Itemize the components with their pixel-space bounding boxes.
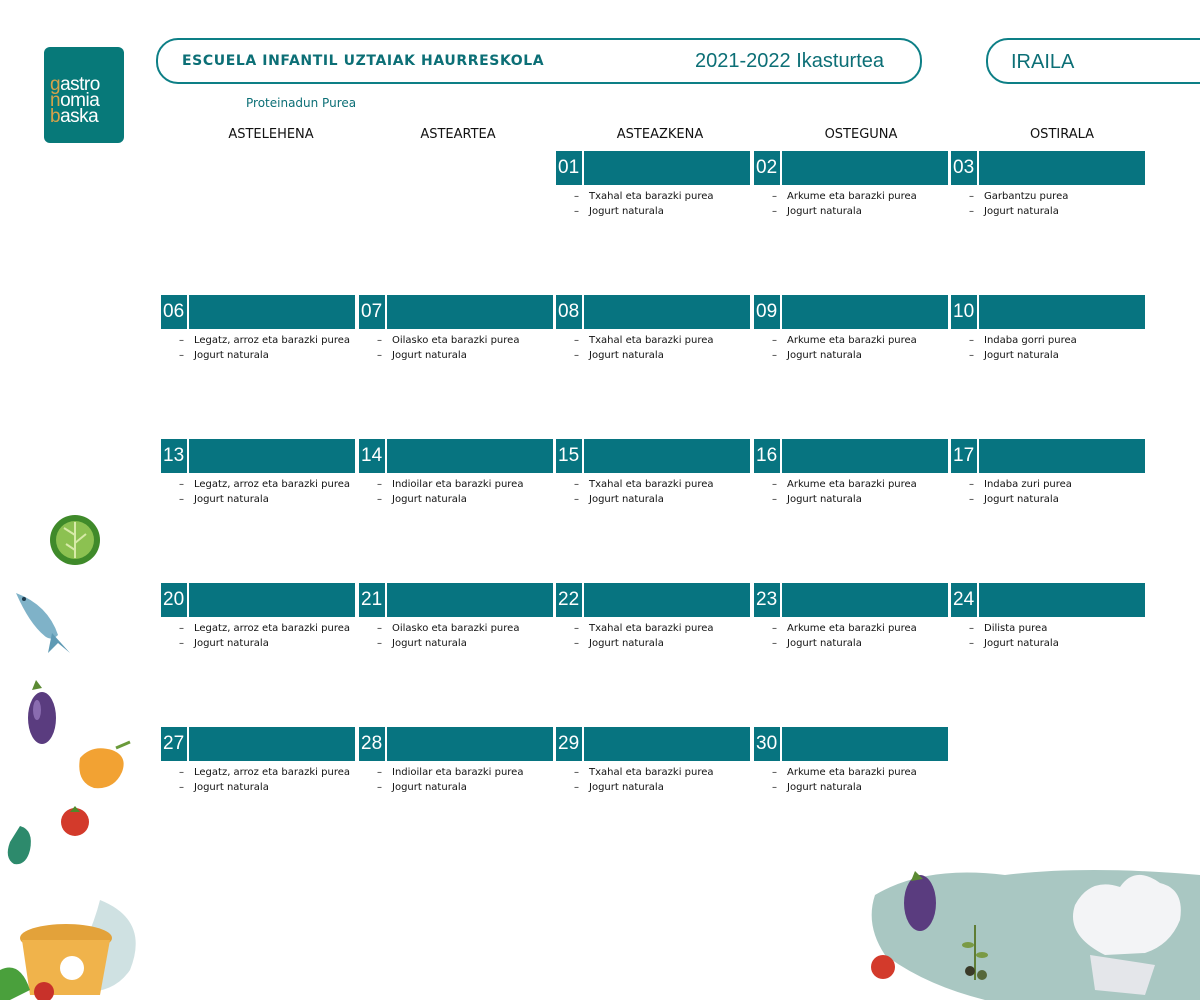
day-number: 27 (163, 733, 185, 754)
calendar-day-cell (359, 295, 555, 405)
calendar-day-cell (754, 439, 950, 549)
day-number: 20 (163, 589, 185, 610)
fish-icon (8, 585, 78, 660)
menu-item: – Jogurt naturala (574, 204, 714, 219)
day-menu-list (179, 765, 350, 795)
menu-item: – Txahal eta barazki purea (574, 477, 714, 492)
day-number: 22 (558, 589, 580, 610)
day-header-bar (556, 295, 750, 329)
day-number: 01 (558, 157, 580, 178)
day-number-divider (385, 727, 387, 761)
day-number: 16 (756, 445, 778, 466)
school-name: ESCUELA INFANTIL UZTAIAK HAURRESKOLA (182, 53, 545, 69)
day-number-divider (385, 439, 387, 473)
menu-item: – Arkume eta barazki purea (772, 765, 917, 780)
menu-item: – Jogurt naturala (772, 780, 917, 795)
menu-item: – Indaba gorri purea (969, 333, 1077, 348)
menu-item: – Jogurt naturala (574, 780, 714, 795)
day-menu-list (377, 477, 523, 507)
cooking-pot-icon (0, 820, 150, 1000)
day-number-divider (187, 727, 189, 761)
day-number: 15 (558, 445, 580, 466)
calendar-day-cell (951, 295, 1147, 405)
day-menu-list (574, 765, 714, 795)
logo-line-1: gastro (50, 74, 100, 95)
weekday-monday: ASTELEHENA (228, 127, 314, 142)
menu-item: – Dilista purea (969, 621, 1059, 636)
day-number: 28 (361, 733, 383, 754)
menu-item: – Jogurt naturala (179, 348, 350, 363)
menu-item: – Oilasko eta barazki purea (377, 333, 519, 348)
day-header-bar (951, 439, 1145, 473)
chef-hat-icon (865, 865, 1200, 1000)
day-header-bar (359, 439, 553, 473)
day-menu-list (574, 189, 714, 219)
calendar-day-cell (951, 151, 1147, 261)
day-header-bar (161, 439, 355, 473)
menu-item: – Indaba zuri purea (969, 477, 1072, 492)
day-menu-list (574, 621, 714, 651)
day-number: 24 (953, 589, 975, 610)
calendar-day-cell (754, 727, 950, 837)
eggplant-icon (22, 676, 62, 748)
calendar-day-cell (951, 583, 1147, 693)
menu-item: – Jogurt naturala (179, 636, 350, 651)
day-header-bar (754, 151, 948, 185)
menu-item: – Jogurt naturala (969, 348, 1077, 363)
menu-item: – Jogurt naturala (179, 780, 350, 795)
day-header-bar (754, 727, 948, 761)
day-menu-list (377, 621, 519, 651)
menu-item: – Oilasko eta barazki purea (377, 621, 519, 636)
day-header-bar (359, 583, 553, 617)
calendar-day-cell (556, 583, 752, 693)
calendar-day-cell (951, 439, 1147, 549)
day-header-bar (161, 295, 355, 329)
day-menu-list (772, 477, 917, 507)
day-number: 30 (756, 733, 778, 754)
day-menu-list (179, 477, 350, 507)
day-number-divider (582, 151, 584, 185)
day-number-divider (582, 439, 584, 473)
menu-item: – Indioilar eta barazki purea (377, 765, 523, 780)
menu-item: – Jogurt naturala (377, 348, 519, 363)
month-name: IRAILA (1011, 51, 1075, 73)
menu-item: – Arkume eta barazki purea (772, 333, 917, 348)
day-number-divider (187, 439, 189, 473)
olive-branch-icon (950, 925, 1000, 985)
day-header-bar (556, 151, 750, 185)
calendar-day-cell (556, 151, 752, 261)
weekday-thursday: OSTEGUNA (824, 127, 898, 142)
day-menu-list (969, 189, 1068, 219)
logo-line-2: nomia (50, 90, 100, 111)
day-number: 23 (756, 589, 778, 610)
menu-item: – Jogurt naturala (772, 348, 917, 363)
day-header-bar (951, 151, 1145, 185)
day-number-divider (977, 583, 979, 617)
day-header-bar (556, 583, 750, 617)
day-number: 29 (558, 733, 580, 754)
day-number-divider (385, 295, 387, 329)
day-number: 10 (953, 301, 975, 322)
day-menu-list (377, 333, 519, 363)
menu-item: – Legatz, arroz eta barazki purea (179, 621, 350, 636)
menu-item: – Txahal eta barazki purea (574, 621, 714, 636)
calendar-day-cell (754, 151, 950, 261)
calendar-day-cell (161, 295, 357, 405)
calendar-day-cell (556, 727, 752, 837)
calendar-day-cell (161, 583, 357, 693)
menu-item: – Txahal eta barazki purea (574, 189, 714, 204)
calendar-day-cell (161, 439, 357, 549)
calendar-day-cell (754, 295, 950, 405)
day-menu-list (969, 477, 1072, 507)
day-header-bar (951, 583, 1145, 617)
day-number-divider (187, 295, 189, 329)
day-number-divider (780, 151, 782, 185)
month-banner (986, 38, 1200, 84)
menu-item: – Jogurt naturala (377, 492, 523, 507)
day-number-divider (780, 439, 782, 473)
day-header-bar (556, 727, 750, 761)
day-number-divider (977, 295, 979, 329)
menu-item: – Jogurt naturala (377, 780, 523, 795)
day-menu-list (969, 333, 1077, 363)
day-number: 09 (756, 301, 778, 322)
day-header-bar (161, 583, 355, 617)
menu-item: – Jogurt naturala (574, 348, 714, 363)
pepper-icon (72, 738, 136, 794)
school-year: 2021-2022 Ikasturtea (695, 50, 885, 72)
menu-item: – Arkume eta barazki purea (772, 477, 917, 492)
menu-item: – Jogurt naturala (574, 636, 714, 651)
day-header-bar (754, 295, 948, 329)
day-number-divider (780, 295, 782, 329)
day-menu-list (772, 333, 917, 363)
day-menu-list (574, 333, 714, 363)
menu-item: – Jogurt naturala (772, 204, 917, 219)
day-number-divider (977, 151, 979, 185)
day-header-bar (359, 727, 553, 761)
day-header-bar (754, 439, 948, 473)
day-number: 14 (361, 445, 383, 466)
menu-subtitle: Proteinadun Purea (246, 96, 357, 110)
menu-item: – Jogurt naturala (179, 492, 350, 507)
gastronomia-baska-logo (44, 47, 124, 143)
calendar-day-cell (556, 295, 752, 405)
menu-item: – Garbantzu purea (969, 189, 1068, 204)
day-number: 07 (361, 301, 383, 322)
menu-item: – Jogurt naturala (574, 492, 714, 507)
day-number-divider (582, 583, 584, 617)
day-number-divider (187, 583, 189, 617)
calendar-day-cell (359, 583, 555, 693)
day-number: 13 (163, 445, 185, 466)
menu-item: – Txahal eta barazki purea (574, 333, 714, 348)
menu-item: – Jogurt naturala (969, 492, 1072, 507)
day-menu-list (179, 333, 350, 363)
day-number-divider (582, 295, 584, 329)
lettuce-icon (48, 510, 102, 570)
day-menu-list (772, 621, 917, 651)
day-number: 21 (361, 589, 383, 610)
menu-item: – Jogurt naturala (969, 636, 1059, 651)
weekday-friday: OSTIRALA (1029, 127, 1095, 142)
calendar-day-cell (359, 439, 555, 549)
weekday-wednesday: ASTEAZKENA (616, 127, 704, 142)
day-header-bar (359, 295, 553, 329)
day-number: 03 (953, 157, 975, 178)
day-number: 06 (163, 301, 185, 322)
day-number-divider (385, 583, 387, 617)
day-menu-list (574, 477, 714, 507)
menu-item: – Jogurt naturala (772, 492, 917, 507)
menu-item: – Jogurt naturala (772, 636, 917, 651)
day-number-divider (780, 727, 782, 761)
menu-item: – Txahal eta barazki purea (574, 765, 714, 780)
menu-item: – Legatz, arroz eta barazki purea (179, 765, 350, 780)
day-menu-list (969, 621, 1059, 651)
day-number-divider (780, 583, 782, 617)
menu-item: – Legatz, arroz eta barazki purea (179, 333, 350, 348)
day-number: 08 (558, 301, 580, 322)
menu-item: – Jogurt naturala (377, 636, 519, 651)
calendar-day-cell (754, 583, 950, 693)
menu-item: – Arkume eta barazki purea (772, 621, 917, 636)
logo-line-3: baska (50, 106, 99, 127)
header-banner (156, 38, 922, 84)
day-header-bar (161, 727, 355, 761)
day-menu-list (772, 765, 917, 795)
day-header-bar (951, 295, 1145, 329)
day-menu-list (179, 621, 350, 651)
day-menu-list (772, 189, 917, 219)
weekday-tuesday: ASTEARTEA (420, 127, 496, 142)
day-header-bar (754, 583, 948, 617)
day-number: 02 (756, 157, 778, 178)
day-header-bar (556, 439, 750, 473)
day-number-divider (582, 727, 584, 761)
calendar-day-cell (556, 439, 752, 549)
day-menu-list (377, 765, 523, 795)
menu-item: – Indioilar eta barazki purea (377, 477, 523, 492)
calendar-day-cell (161, 727, 357, 837)
day-number-divider (977, 439, 979, 473)
calendar-day-cell (359, 727, 555, 837)
menu-item: – Jogurt naturala (969, 204, 1068, 219)
menu-item: – Legatz, arroz eta barazki purea (179, 477, 350, 492)
day-number: 17 (953, 445, 975, 466)
menu-item: – Arkume eta barazki purea (772, 189, 917, 204)
